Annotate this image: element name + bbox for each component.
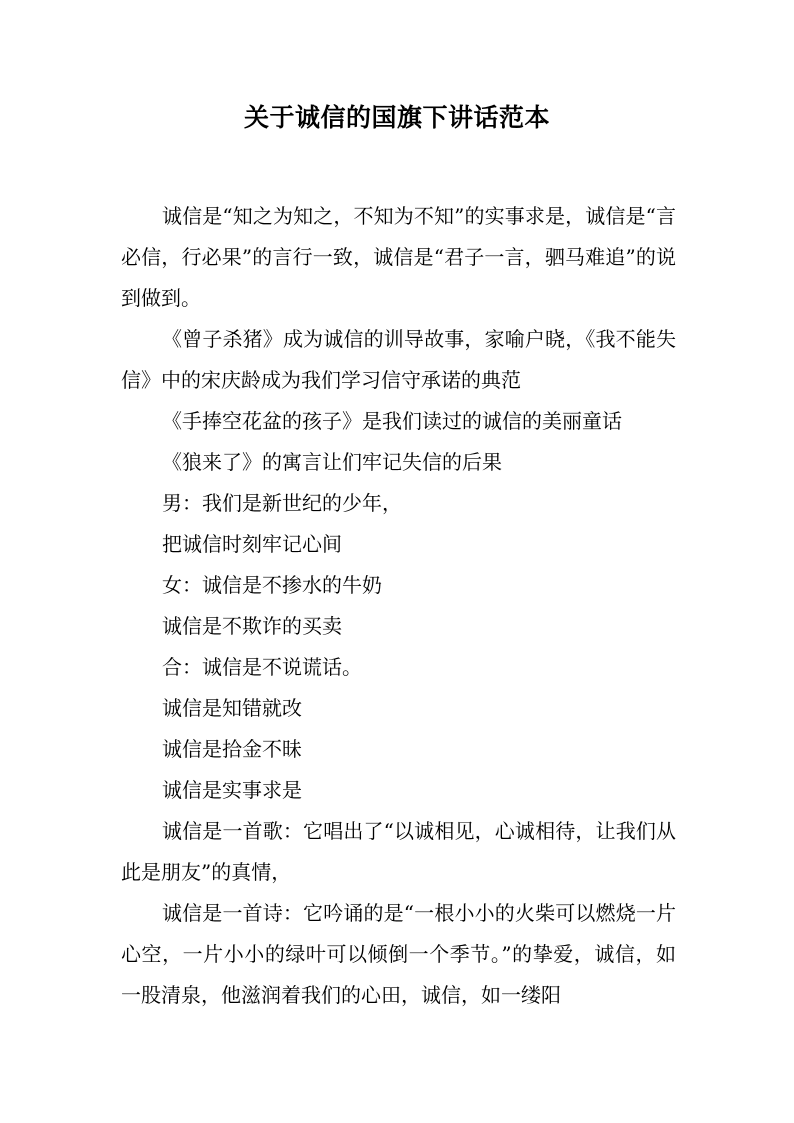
paragraph-12: 诚信是实事求是 bbox=[162, 778, 302, 802]
paragraph-4: 《狼来了》的寓言让们牢记失信的后果 bbox=[162, 450, 502, 474]
paragraph-10: 诚信是知错就改 bbox=[162, 696, 302, 720]
paragraph-14: 诚信是一首诗：它吟诵的是“一根小小的火柴可以燃烧一片心空，一片小小的绿叶可以倾倒一个季节。”的挚爱，诚信，如一股清泉，他滋润着我们的心田，诚信，如一缕阳 bbox=[121, 901, 676, 1007]
paragraph-5: 男：我们是新世纪的少年， bbox=[162, 491, 402, 515]
paragraph-7: 女：诚信是不掺水的牛奶 bbox=[162, 573, 382, 597]
paragraph-1: 诚信是“知之为知之，不知为不知”的实事求是，诚信是“言必信，行必果”的言行一致，诚信是“君子一言，驷马难追”的说到做到。 bbox=[121, 204, 676, 310]
document-title: 关于诚信的国旗下讲话范本 bbox=[243, 103, 550, 132]
paragraph-3: 《手捧空花盆的孩子》是我们读过的诚信的美丽童话 bbox=[162, 409, 622, 433]
paragraph-13: 诚信是一首歌：它唱出了“以诚相见，心诚相待，让我们从此是朋友”的真情， bbox=[121, 819, 676, 884]
paragraph-11: 诚信是拾金不昧 bbox=[162, 737, 302, 761]
paragraph-9: 合：诚信是不说谎话。 bbox=[162, 655, 362, 679]
document-body bbox=[121, 196, 676, 1016]
paragraph-2: 《曾子杀猪》成为诚信的训导故事，家喻户晓，《我不能失信》中的宋庆龄成为我们学习信守承诺的典范 bbox=[121, 327, 676, 392]
paragraph-8: 诚信是不欺诈的买卖 bbox=[162, 614, 342, 638]
paragraph-6: 把诚信时刻牢记心间 bbox=[162, 532, 342, 556]
